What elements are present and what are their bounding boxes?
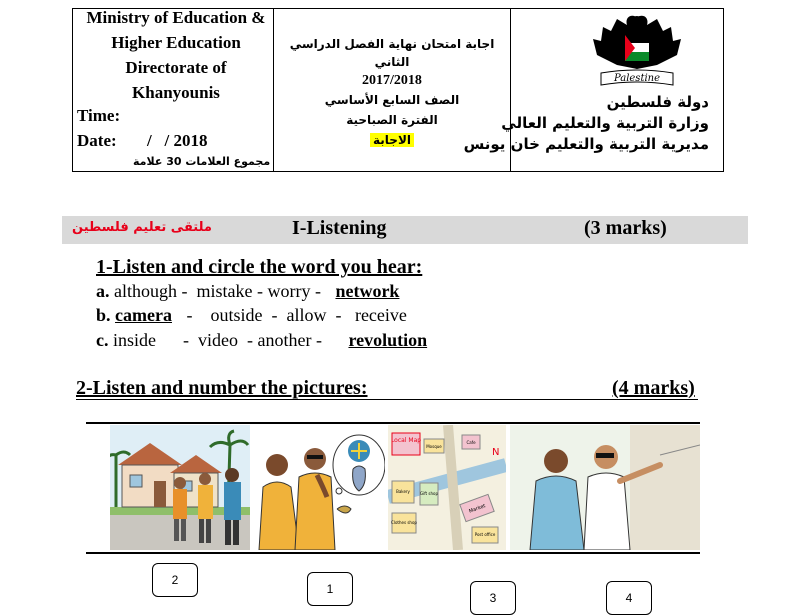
listening-section-bar: [62, 216, 748, 244]
question-2-title: 2-Listen and number the pictures:: [76, 377, 368, 399]
picture-street-scene: [110, 425, 250, 550]
picture-men-pointing: [510, 425, 700, 550]
question-1-row-c: [96, 328, 433, 352]
grade-label: الصف السابع الأساسي: [324, 93, 460, 107]
question-1-row-b: [96, 303, 407, 327]
picture-number-box: 2: [152, 563, 198, 597]
marks-total: مجموع العلامات 30 علامة: [133, 155, 271, 168]
row-answer: network: [335, 281, 400, 301]
map-label-clothes-shop: Clothes shop: [391, 520, 417, 525]
compass-north: N: [492, 447, 500, 458]
pictures-bottom-rule: [86, 552, 700, 554]
picture-number-box: 1: [307, 572, 353, 606]
question-1-title: 1-Listen and circle the word you hear:: [96, 256, 423, 278]
map-label-cafe: Cafe: [466, 440, 476, 445]
picture-number-box: 3: [470, 581, 516, 615]
ministry-name: [81, 5, 271, 105]
title-underline: [76, 399, 698, 400]
ministry-line-1: Ministry of Education &: [86, 8, 266, 27]
pictures-top-rule: [86, 422, 700, 424]
section-title: I-Listening: [292, 217, 387, 239]
emblem-text: Palestine: [613, 73, 661, 84]
map-label-post-office: Post office: [474, 532, 496, 537]
picture-number-box: 4: [606, 581, 652, 615]
picture-men-with-items: [255, 425, 385, 550]
exam-year: 2017/2018: [362, 73, 422, 88]
ministry-line-3: Directorate of: [125, 58, 227, 77]
exam-title-line-1: اجابة امتحان نهاية الفصل الدراسي: [289, 37, 495, 51]
exam-title-line-2: الثاني: [374, 55, 410, 69]
directorate-arabic: مديرية التربية والتعليم خان يونس: [463, 135, 709, 153]
ministry-arabic: وزارة التربية والتعليم العالي: [501, 114, 709, 132]
question-1-row-a: [96, 279, 399, 303]
date-label: Date:: [77, 131, 117, 150]
picture-local-map: [388, 425, 506, 550]
date-value: / / 2018: [147, 131, 208, 150]
header-table: [72, 8, 724, 172]
answer-label: الاجابة: [370, 133, 414, 147]
time-label: Time:: [77, 106, 121, 125]
row-prefix: c.: [96, 330, 109, 350]
ministry-line-4: Khanyounis: [132, 83, 220, 102]
map-label-bakery: Bakery: [396, 489, 410, 494]
map-label-gift-shop: Gift shop: [420, 491, 438, 496]
site-watermark: ملتقى تعليم فلسطين: [72, 220, 212, 235]
state-name: دولة فلسطين: [606, 93, 709, 111]
row-words: inside - video - another -: [113, 330, 322, 350]
row-words: although - mistake - worry -: [114, 281, 321, 301]
row-answer: revolution: [348, 330, 428, 350]
section-marks: (3 marks): [584, 217, 667, 239]
map-label-local-map: Local Map: [390, 437, 422, 444]
row-words: - outside - allow - receive: [186, 305, 407, 325]
row-prefix: b.: [96, 305, 111, 325]
map-label-mosque: Mosque: [426, 444, 442, 449]
map-label-market: Market: [468, 503, 487, 515]
palestine-emblem: [581, 9, 693, 89]
ministry-line-2: Higher Education: [111, 33, 241, 52]
row-answer: camera: [115, 305, 172, 325]
question-2-marks: (4 marks): [612, 377, 695, 399]
session-label: الفترة الصباحية: [346, 113, 438, 127]
row-prefix: a.: [96, 281, 110, 301]
